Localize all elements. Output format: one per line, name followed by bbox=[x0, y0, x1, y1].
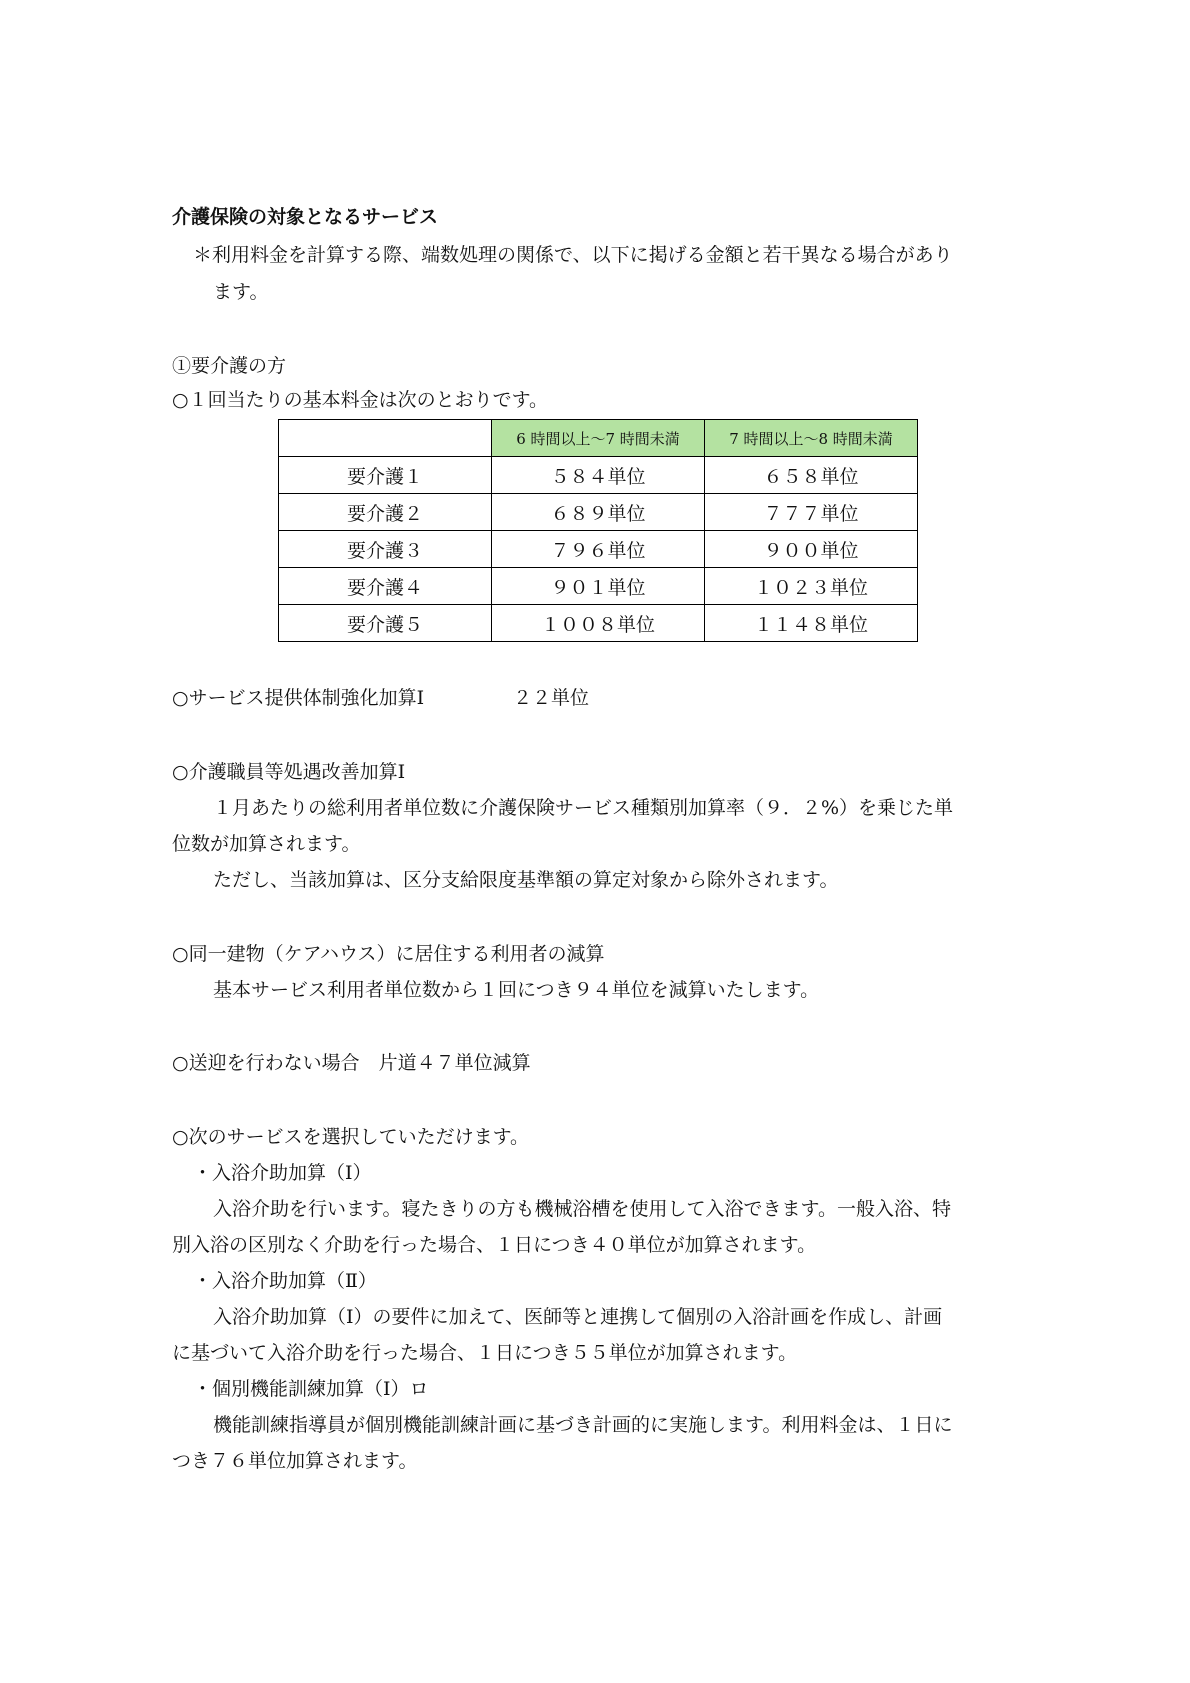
fee-cell-7-8h: １１４８単位 bbox=[705, 605, 918, 642]
optional-services-label: ○次のサービスを選択していただけます。 bbox=[172, 1126, 530, 1148]
note-line-2: ます。 bbox=[213, 281, 269, 303]
staff-improvement-line-2: 位数が加算されます。 bbox=[172, 833, 361, 855]
header-cell-6-7h: 6 時間以上～7 時間未満 bbox=[492, 420, 705, 457]
fee-cell-6-7h: ７９６単位 bbox=[492, 531, 705, 568]
fee-cell-7-8h: ７７７単位 bbox=[705, 494, 918, 531]
optional-item-line-1: 入浴介助を行います。寝たきりの方も機械浴槽を使用して入浴できます。一般入浴、特 bbox=[213, 1198, 951, 1220]
optional-item-name: ・入浴介助加算（Ⅰ） bbox=[193, 1162, 372, 1184]
care-level-cell: 要介護３ bbox=[279, 531, 492, 568]
table-row bbox=[279, 457, 918, 494]
optional-item-line-2: に基づいて入浴介助を行った場合、１日につき５５単位が加算されます。 bbox=[172, 1342, 798, 1364]
fee-cell-7-8h: １０２３単位 bbox=[705, 568, 918, 605]
fee-cell-6-7h: ６８９単位 bbox=[492, 494, 705, 531]
note-line-1: ＊利用料金を計算する際、端数処理の関係で、以下に掲げる金額と若干異なる場合があり bbox=[193, 244, 953, 266]
base-fee-intro: ○１回当たりの基本料金は次のとおりです。 bbox=[172, 389, 549, 411]
fee-cell-6-7h: ９０１単位 bbox=[492, 568, 705, 605]
care-level-cell: 要介護５ bbox=[279, 605, 492, 642]
optional-item-line-2: つき７６単位加算されます。 bbox=[172, 1450, 418, 1472]
care-level-cell: 要介護４ bbox=[279, 568, 492, 605]
optional-item-line-1: 入浴介助加算（Ⅰ）の要件に加えて、医師等と連携して個別の入浴計画を作成し、計画 bbox=[213, 1306, 943, 1328]
document-title: 介護保険の対象となるサービス bbox=[172, 206, 439, 228]
fee-cell-6-7h: ５８４単位 bbox=[492, 457, 705, 494]
same-building-line-1: 基本サービス利用者単位数から１回につき９４単位を減算いたします。 bbox=[213, 979, 820, 1001]
header-cell-empty bbox=[279, 420, 492, 457]
care-level-cell: 要介護１ bbox=[279, 457, 492, 494]
category-heading: ①要介護の方 bbox=[172, 355, 287, 377]
staff-improvement-line-3: ただし、当該加算は、区分支給限度基準額の算定対象から除外されます。 bbox=[213, 869, 839, 891]
service-system-label: ○サービス提供体制強化加算Ⅰ bbox=[172, 687, 425, 709]
care-level-cell: 要介護２ bbox=[279, 494, 492, 531]
fee-table-header-row bbox=[279, 420, 918, 457]
table-row bbox=[279, 531, 918, 568]
staff-improvement-label: ○介護職員等処遇改善加算Ⅰ bbox=[172, 761, 406, 783]
transport-reduction: ○送迎を行わない場合 片道４７単位減算 bbox=[172, 1052, 531, 1074]
table-row bbox=[279, 568, 918, 605]
fee-table bbox=[278, 419, 918, 642]
table-row bbox=[279, 605, 918, 642]
fee-cell-7-8h: ９００単位 bbox=[705, 531, 918, 568]
service-system-value: ２２単位 bbox=[513, 687, 590, 709]
table-row bbox=[279, 494, 918, 531]
optional-item-name: ・入浴介助加算（Ⅱ） bbox=[193, 1270, 377, 1292]
staff-improvement-line-1: １月あたりの総利用者単位数に介護保険サービス種類別加算率（９．２%）を乗じた単 bbox=[213, 797, 954, 819]
optional-item-line-2: 別入浴の区別なく介助を行った場合、１日につき４０単位が加算されます。 bbox=[172, 1234, 817, 1256]
header-cell-7-8h: 7 時間以上～8 時間未満 bbox=[705, 420, 918, 457]
optional-item-name: ・個別機能訓練加算（Ⅰ）ロ bbox=[193, 1378, 429, 1400]
fee-cell-6-7h: １００８単位 bbox=[492, 605, 705, 642]
fee-cell-7-8h: ６５８単位 bbox=[705, 457, 918, 494]
optional-item-line-1: 機能訓練指導員が個別機能訓練計画に基づき計画的に実施します。利用料金は、１日に bbox=[213, 1414, 953, 1436]
same-building-label: ○同一建物（ケアハウス）に居住する利用者の減算 bbox=[172, 943, 605, 965]
